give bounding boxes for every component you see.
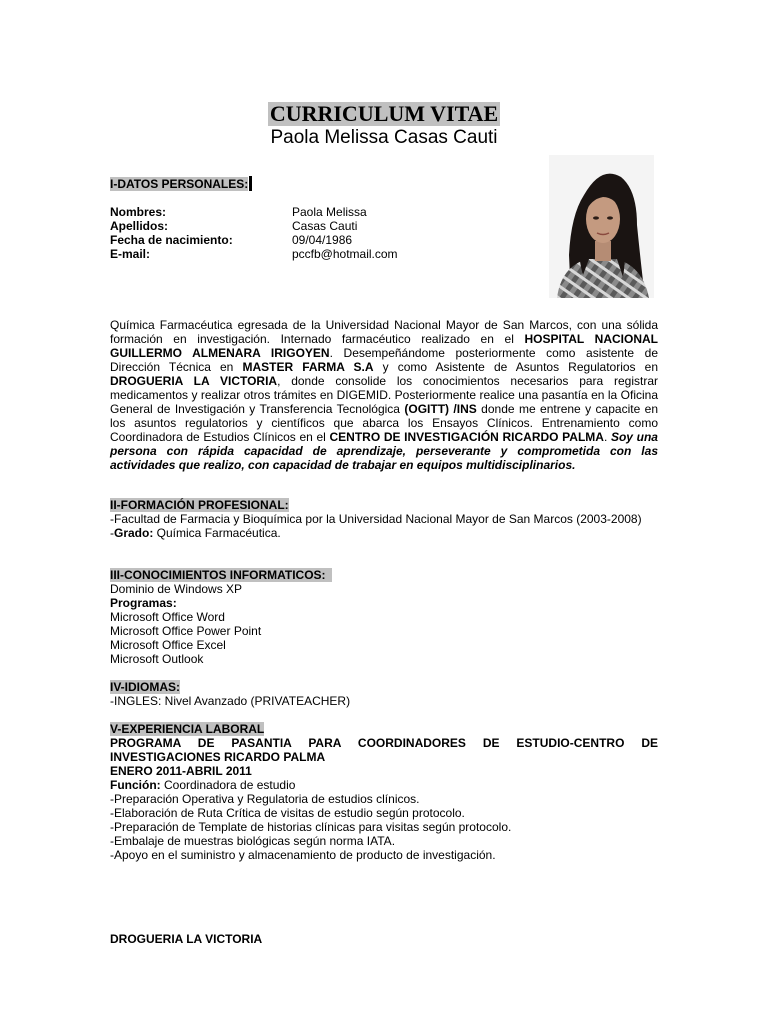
profile-centro: CENTRO DE INVESTIGACIÓN RICARDO PALMA xyxy=(329,430,604,444)
label-nombres: Nombres: xyxy=(110,205,167,219)
profile-drogueria: DROGUERIA LA VICTORIA xyxy=(110,374,278,388)
profile-text-3: y como Asistente de Asuntos Regulatorios en xyxy=(373,360,658,374)
profile-personal-statement: Soy una persona con rápida capacidad de aprendizaje, perseverante y comprometida con las actividades que realizo, con capacidad de trabajar en equipos multidisciplinarios. xyxy=(110,430,658,472)
profile-paragraph xyxy=(110,318,658,472)
degree-label: Grado: xyxy=(114,526,154,540)
next-employer-heading: DROGUERIA LA VICTORIA xyxy=(110,932,263,946)
profile-photo xyxy=(549,155,654,298)
experience-task: -Elaboración de Ruta Crítica de visitas de estudio según protocolo. xyxy=(110,806,465,820)
computing-heading: III-CONOCIMIENTOS INFORMATICOS: xyxy=(110,568,326,582)
program-item: Microsoft Office Excel xyxy=(110,638,226,652)
value-fecha: 09/04/1986 xyxy=(292,233,353,247)
profile-master-farma: MASTER FARMA S.A xyxy=(242,360,374,374)
title-wrap xyxy=(0,102,768,126)
experience-task: -Preparación Operativa y Regulatoria de estudios clínicos. xyxy=(110,792,420,806)
function-value: Coordinadora de estudio xyxy=(160,778,296,792)
languages-line: -INGLES: Nivel Avanzado (PRIVATEACHER) xyxy=(110,694,351,708)
profile-text-2: . Desempeñándome posteriormente como asistente de Dirección Técnica en xyxy=(110,346,658,374)
profile-summary xyxy=(110,318,658,472)
candidate-name: Paola Melissa Casas Cauti xyxy=(270,127,498,148)
degree-prefix: - xyxy=(110,526,114,540)
profile-text-1: Química Farmacéutica egresada de la Universidad Nacional Mayor de San Marcos, con una sólida formación en investigación. Internado farmacéutico realizado en el xyxy=(110,318,658,346)
computing-section xyxy=(110,568,658,666)
program-item: Microsoft Office Word xyxy=(110,610,225,624)
experience-heading: V-EXPERIENCIA LABORAL xyxy=(110,722,265,736)
education-section xyxy=(110,498,658,540)
experience-dates: ENERO 2011-ABRIL 2011 xyxy=(110,764,252,778)
profile-text-4: , donde consolide los conocimientos necesarios para registrar medicamentos y realizar otros trámites en DIGEMID. Posteriormente realice una pasantía en la Oficina General de Investigación y Transferencia Tecnológica xyxy=(110,374,658,416)
experience-program-title: PROGRAMA DE PASANTIA PARA COORDINADORES DE ESTUDIO-CENTRO DE INVESTIGACIONES RICARDO PALMA xyxy=(110,736,658,764)
education-line: -Facultad de Farmacia y Bioquímica por la Universidad Nacional Mayor de San Marcos (2003-2008) xyxy=(110,512,642,526)
profile-text-5: donde me entrene y capacite en los asuntos regulatorios y científicos que abarca los Ensayos Clínicos. Entrenamiento como Coordinadora de Estudios Clínicos en el xyxy=(110,402,658,444)
education-heading: II-FORMACIÓN PROFESIONAL: xyxy=(110,498,289,512)
experience-task: -Apoyo en el suministro y almacenamiento de producto de investigación. xyxy=(110,848,496,862)
program-item: Microsoft Office Power Point xyxy=(110,624,262,638)
experience-task: -Preparación de Template de historias clínicas para visitas según protocolo. xyxy=(110,820,512,834)
value-nombres: Paola Melissa xyxy=(292,205,367,219)
personal-heading: I-DATOS PERSONALES: xyxy=(110,177,249,191)
cv-title: CURRICULUM VITAE xyxy=(269,101,499,126)
experience-section xyxy=(110,722,658,862)
experience-function xyxy=(110,778,658,792)
label-email: E-mail: xyxy=(110,247,151,261)
label-apellidos: Apellidos: xyxy=(110,219,169,233)
program-item: Microsoft Outlook xyxy=(110,652,204,666)
experience-task: -Embalaje de muestras biológicas según norma IATA. xyxy=(110,834,396,848)
languages-section xyxy=(110,680,658,708)
education-degree xyxy=(110,526,658,540)
label-fecha: Fecha de nacimiento: xyxy=(110,233,233,247)
profile-photo-image xyxy=(549,155,654,298)
profile-text-6: . xyxy=(603,430,611,444)
programs-label: Programas: xyxy=(110,596,177,610)
degree-value: Química Farmacéutica. xyxy=(153,526,281,540)
languages-heading: IV-IDIOMAS: xyxy=(110,680,181,694)
text-cursor xyxy=(249,176,252,191)
profile-hospital: HOSPITAL NACIONAL GUILLERMO ALMENARA IRIGOYEN xyxy=(110,332,658,360)
value-email: pccfb@hotmail.com xyxy=(292,247,398,261)
function-label: Función: xyxy=(110,778,161,792)
profile-ogitt: (OGITT) /INS xyxy=(404,402,477,416)
value-apellidos: Casas Cauti xyxy=(292,219,358,233)
computing-line: Dominio de Windows XP xyxy=(110,582,243,596)
